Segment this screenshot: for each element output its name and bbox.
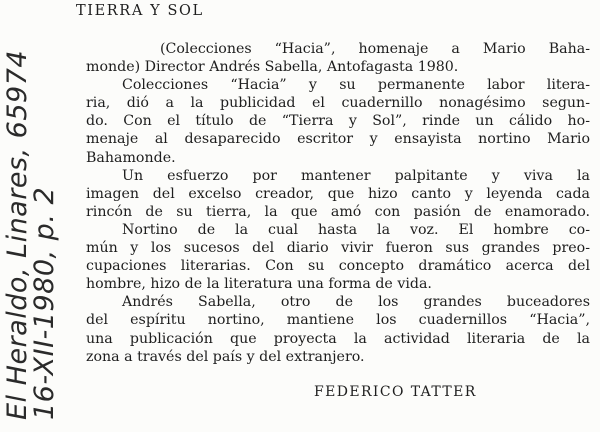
article-line: hombre, hizo de la literatura una forma de vida.: [86, 276, 432, 293]
article-line: Bahamonde.: [86, 149, 176, 166]
article-line: mún y los sucesos del diario vivir fueron sus grandes preo-: [86, 240, 590, 257]
article-line: ria, dió a la publicidad el cuadernillo nonagésimo segun-: [86, 95, 590, 112]
article-line: Un esfuerzo por mantener palpitante y viva la: [122, 167, 590, 184]
article-line: Nortino de la cual hasta la voz. El hombre co-: [122, 221, 590, 238]
handwritten-note-line: El Heraldo, Linares, 65974: [2, 49, 33, 420]
author-signature: FEDERICO TATTER: [314, 384, 477, 400]
article-line: monde) Director Andrés Sabella, Antofagasta 1980.: [86, 59, 459, 76]
article-line: imagen del excelso creador, que hizo canto y leyenda cada: [86, 185, 590, 202]
article-line: do. Con el título de “Tierra y Sol”, rinde un cálido ho-: [86, 113, 590, 130]
article-line: (Colecciones “Hacia”, homenaje a Mario Baha-: [160, 41, 590, 57]
article-line: del espíritu nortino, mantiene los cuadernillos “Hacia”,: [86, 312, 590, 329]
article-title: TIERRA Y SOL: [76, 3, 204, 19]
article-line: Andrés Sabella, otro de los grandes buceadores: [122, 294, 590, 311]
article-line: cupaciones literarias. Con su concepto dramático acerca del: [86, 258, 590, 275]
article-line: menaje al desaparecido escritor y ensayista nortino Mario: [86, 131, 590, 148]
article-line: Colecciones “Hacia” y su permanente labor litera-: [122, 77, 590, 94]
handwritten-source-note: [4, 0, 58, 420]
article-body: [86, 40, 590, 366]
article-line: rincón de su tierra, la que amó con pasión de enamorado.: [86, 203, 590, 220]
article-line: una publicación que proyecta la actividad literaria de la: [86, 330, 590, 347]
article-line: zona a través del país y del extranjero.: [86, 348, 365, 365]
handwritten-note-line: 16-XII-1980, p. 2: [29, 186, 60, 420]
